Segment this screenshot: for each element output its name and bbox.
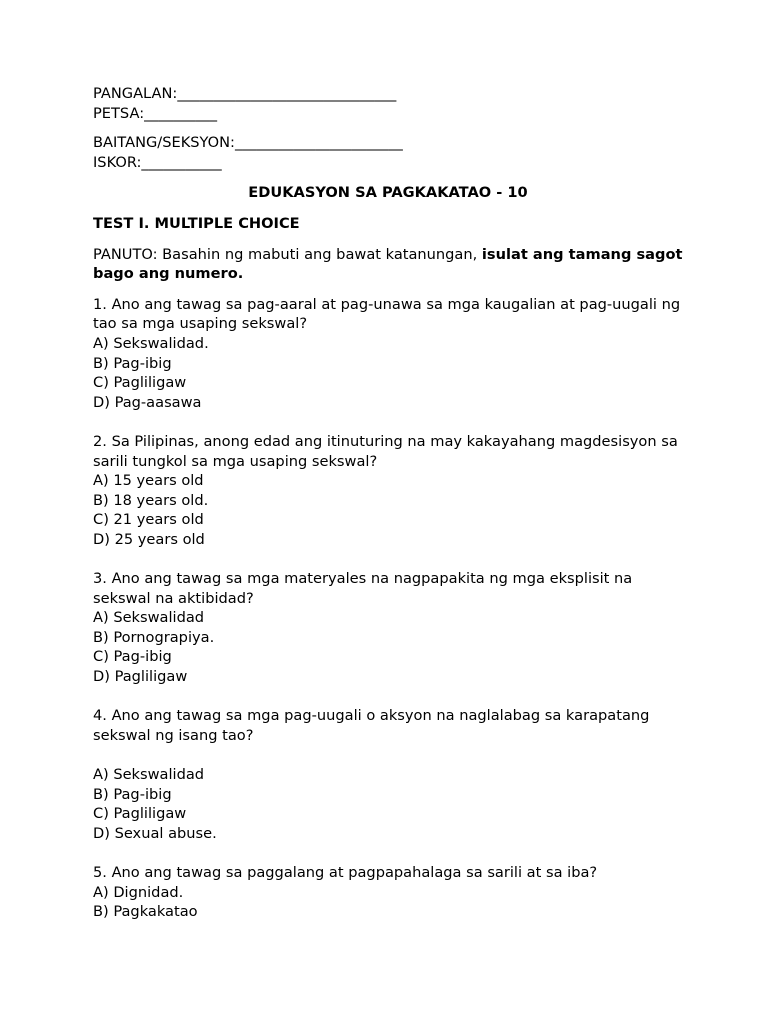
name-field: PANGALAN:______________________________ (93, 85, 397, 102)
choice: C) Pagliligaw (93, 374, 187, 392)
choice: A) Dignidad. (93, 883, 184, 901)
question-3 (93, 569, 683, 687)
instructions-text: PANUTO: Basahin ng mabuti ang bawat katanungan, (93, 245, 482, 263)
question-stem: 3. Ano ang tawag sa mga materyales na nagpapakita ng mga eksplisit na sekswal na aktibidad? (93, 570, 633, 607)
question-stem: 2. Sa Pilipinas, anong edad ang itinuturing na may kakayahang magdesisyon sa sarili tungkol sa mga usaping sekswal? (93, 432, 678, 470)
question-5 (93, 863, 683, 922)
score-field: ISKOR:___________ (93, 153, 222, 171)
question-stem: 4. Ano ang tawag sa mga pag-uugali o aksyon na naglalabag sa karapatang sekswal ng isang tao? (93, 707, 650, 744)
test-heading: TEST I. MULTIPLE CHOICE (93, 214, 300, 232)
choice: B) 18 years old. (93, 491, 209, 509)
document-body (93, 84, 683, 941)
question-2 (93, 432, 683, 550)
choice: B) Pag-ibig (93, 354, 172, 372)
choice: D) Pag-aasawa (93, 393, 202, 411)
choice: A) Sekswalidad. (93, 334, 209, 352)
choice: A) Sekswalidad (93, 609, 205, 627)
question-1 (93, 295, 683, 413)
question-stem: 1. Ano ang tawag sa pag-aaral at pag-unawa sa mga kaugalian at pag-uugali ng tao sa mga usaping sekswal? (93, 295, 681, 333)
choice: C) Pagliligaw (93, 805, 187, 823)
choice: A) Sekswalidad (93, 766, 205, 783)
document-title: EDUKASYON SA PAGKAKATAO - 10 (248, 184, 528, 202)
choice: B) Pag-ibig (93, 785, 172, 803)
instructions-emphasis: isulat ang tamang sagot bago ang numero. (93, 245, 683, 283)
question-4 (93, 706, 683, 843)
choice: C) Pag-ibig (93, 648, 172, 666)
choice: B) Pagkakatao (93, 903, 198, 921)
choice: D) Pagliligaw (93, 668, 188, 686)
question-stem: 5. Ano ang tawag sa paggalang at pagpapahalaga sa sarili at sa iba? (93, 863, 598, 881)
choice: A) 15 years old (93, 472, 204, 490)
section-field: BAITANG/SEKSYON:_______________________ (93, 134, 403, 152)
choice: D) Sexual abuse. (93, 824, 217, 842)
choice: D) 25 years old (93, 530, 205, 548)
date-field: PETSA:__________ (93, 104, 218, 122)
choice: C) 21 years old (93, 511, 204, 529)
instructions (93, 245, 683, 284)
choice: B) Pornograpiya. (93, 628, 215, 646)
